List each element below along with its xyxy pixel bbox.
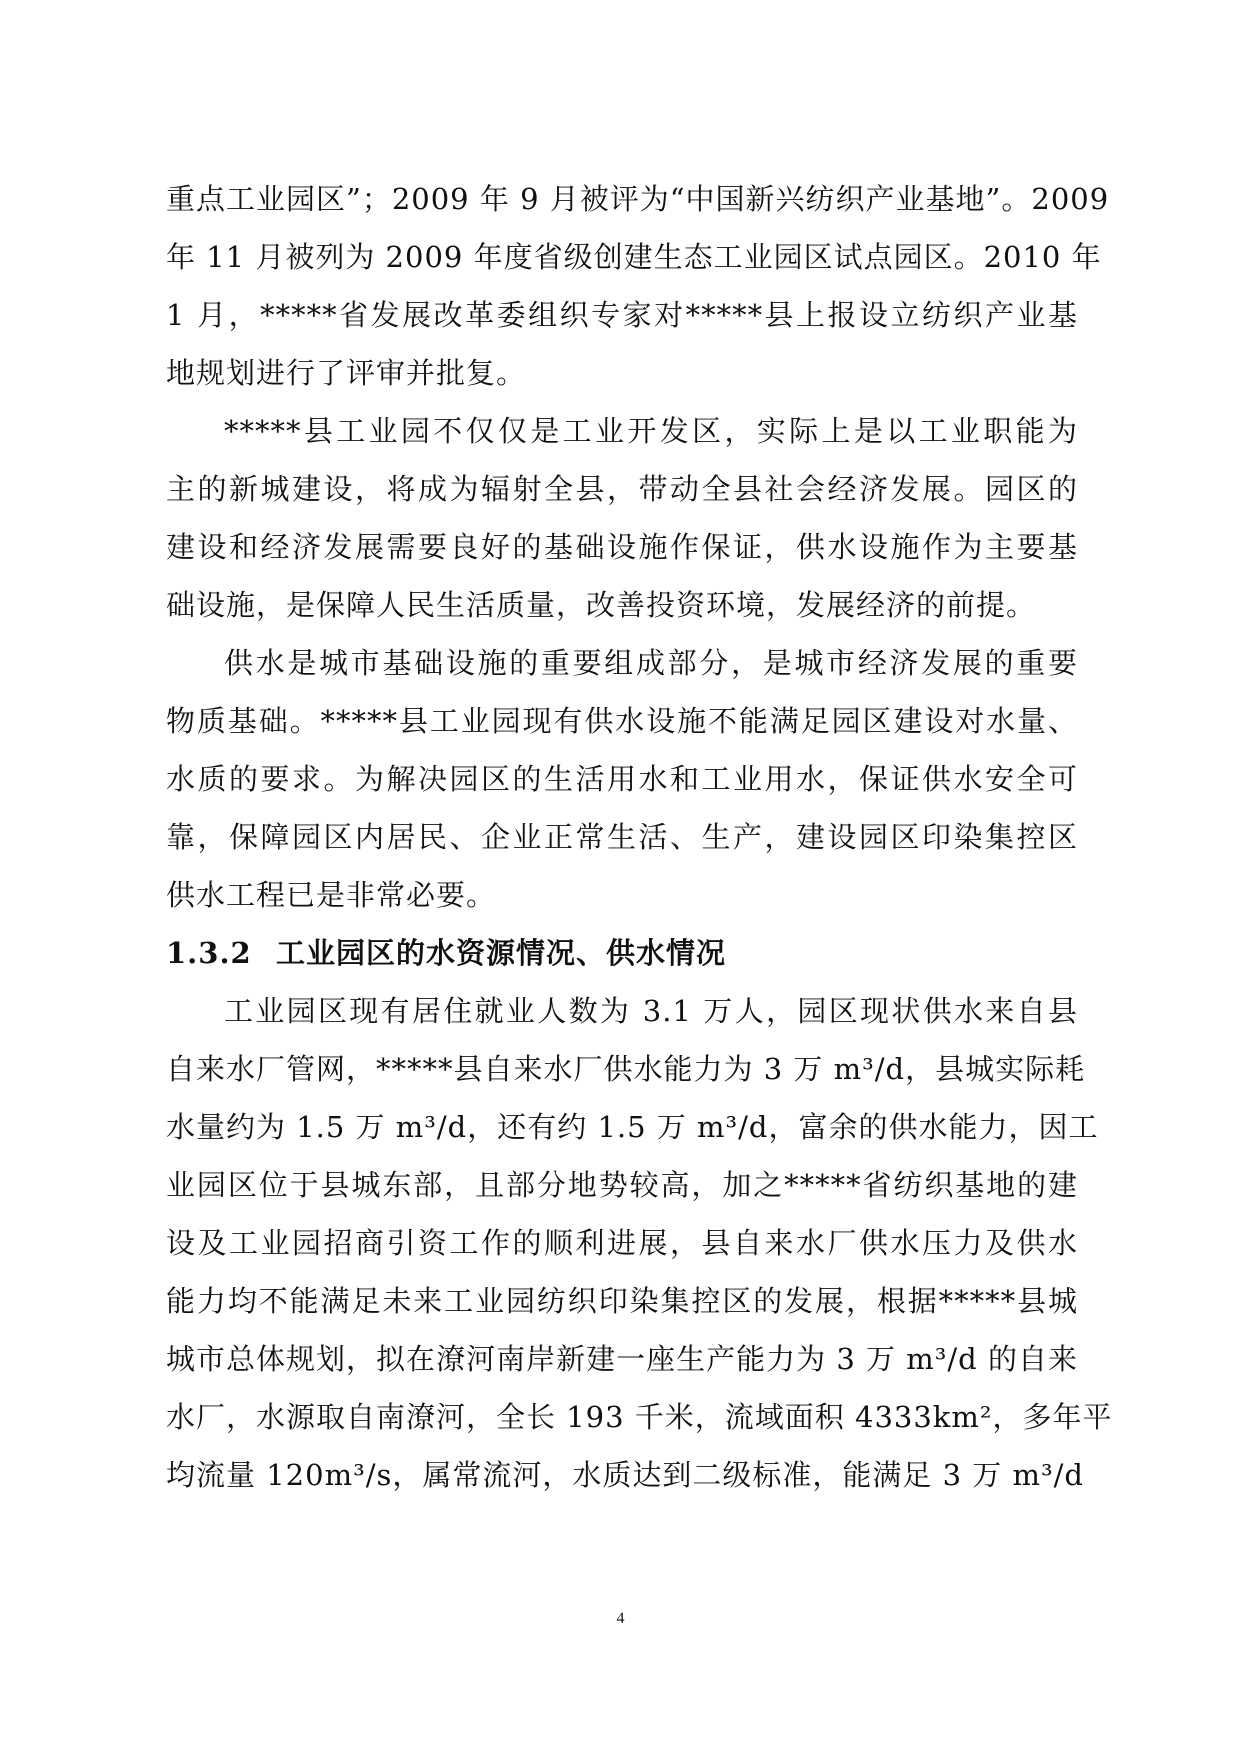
- text-line: 业园区位于县城东部，且部分地势较高，加之*****省纺织基地的建: [166, 1168, 1078, 1202]
- text-line: 自来水厂管网，*****县自来水厂供水能力为 3 万 m³/d，县城实际耗: [166, 1052, 1086, 1086]
- text-line: 设及工业园招商引资工作的顺利进展，县自来水厂供水压力及供水: [166, 1226, 1078, 1260]
- text-line: 城市总体规划，拟在潦河南岸新建一座生产能力为 3 万 m³/d 的自来: [166, 1342, 1078, 1376]
- text-line: 供水工程已是非常必要。: [166, 878, 497, 912]
- text-line: 物质基础。*****县工业园现有供水设施不能满足园区建设对水量、: [166, 704, 1078, 738]
- text-line: 1 月，*****省发展改革委组织专家对*****县上报设立纺织产业基: [166, 298, 1078, 332]
- text-line: 建设和经济发展需要良好的基础设施作保证，供水设施作为主要基: [166, 530, 1078, 564]
- text-line: 靠，保障园区内居民、企业正常生活、生产，建设园区印染集控区: [166, 820, 1078, 854]
- text-line: 重点工业园区”；2009 年 9 月被评为“中国新兴纺织产业基地”。2009: [166, 182, 1110, 216]
- section-title: 工业园区的水资源情况、供水情况: [276, 936, 727, 970]
- page-number: 4: [616, 1610, 625, 1627]
- text-line: 工业园区现有居住就业人数为 3.1 万人，园区现状供水来自县: [224, 994, 1078, 1028]
- text-line: 水质的要求。为解决园区的生活用水和工业用水，保证供水安全可: [166, 762, 1078, 796]
- paragraph-2: [166, 402, 1078, 634]
- text-line: 主的新城建设，将成为辐射全县，带动全县社会经济发展。园区的: [166, 472, 1078, 506]
- text-line: 地规划进行了评审并批复。: [166, 356, 527, 390]
- paragraph-3: [166, 634, 1078, 924]
- text-line: 能力均不能满足未来工业园纺织印染集控区的发展，根据*****县城: [166, 1284, 1078, 1318]
- text-line: 年 11 月被列为 2009 年度省级创建生态工业园区试点园区。2010 年: [166, 240, 1102, 274]
- text-line: 础设施，是保障人民生活质量，改善投资环境，发展经济的前提。: [166, 588, 1037, 622]
- paragraph-4: [166, 982, 1113, 1504]
- text-line: 水厂，水源取自南潦河，全长 193 千米，流域面积 4333km²，多年平: [166, 1400, 1113, 1434]
- text-line: 供水是城市基础设施的重要组成部分，是城市经济发展的重要: [224, 646, 1078, 680]
- text-line: 水量约为 1.5 万 m³/d，还有约 1.5 万 m³/d，富余的供水能力，因工: [166, 1110, 1099, 1144]
- section-heading: [166, 924, 1078, 982]
- paragraph-1: [166, 170, 1110, 402]
- text-line: *****县工业园不仅仅是工业开发区，实际上是以工业职能为: [224, 414, 1078, 448]
- text-line: 均流量 120m³/s，属常流河，水质达到二级标准，能满足 3 万 m³/d: [166, 1458, 1084, 1492]
- section-number: 1.3.2: [166, 936, 252, 970]
- document-body: [166, 170, 1113, 1504]
